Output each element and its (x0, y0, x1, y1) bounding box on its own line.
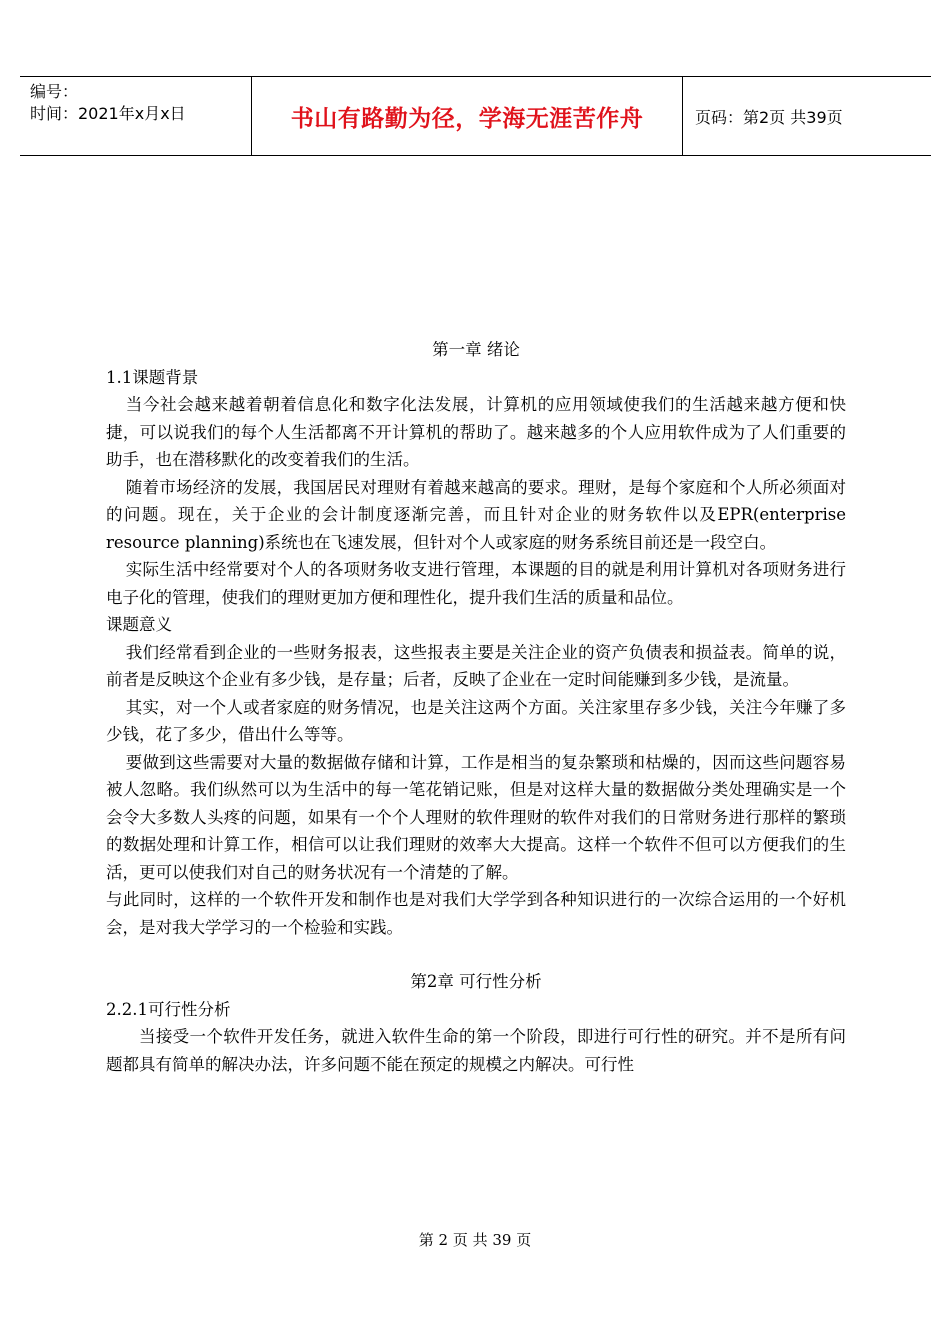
paragraph: 随着市场经济的发展，我国居民对理财有着越来越高的要求。理财，是每个家庭和个人所必须面对的问题。现在，关于企业的会计制度逐渐完善，而且针对企业的财务软件以及EPR(enterprise resource planning)系统也在飞速发展，但针对个人或家庭的财务系统目前还是一段空白。 (106, 477, 846, 552)
paragraph: 当接受一个软件开发任务，就进入软件生命的第一个阶段，即进行可行性的研究。并不是所有问题都具有简单的解决办法，许多问题不能在预定的规模之内解决。可行性 (106, 1027, 846, 1074)
document-header (20, 76, 931, 156)
section-2-2-1-heading: 2.2.1可行性分析 (106, 999, 231, 1019)
paragraph: 要做到这些需要对大量的数据做存储和计算，工作是相当的复杂繁琐和枯燥的，因而这些问题容易被人忽略。我们纵然可以为生活中的每一笔花销记账，但是对这样大量的数据做分类处理确实是一个会令大多数人头疼的问题，如果有一个个人理财的软件理财的软件对我们的日常财务进行那样的繁琐的数据处理和计算工作，相信可以让我们理财的效率大大提高。这样一个软件不但可以方便我们的生活，更可以使我们对自己的财务状况有一个清楚的了解。 (106, 752, 846, 882)
document-body (106, 336, 846, 1078)
header-meta (20, 77, 251, 155)
paragraph: 当今社会越来越着朝着信息化和数字化法发展，计算机的应用领域使我们的生活越来越方便和快捷，可以说我们的每个人生活都离不开计算机的帮助了。越来越多的个人应用软件成为了人们重要的助手，也在潜移默化的改变着我们的生活。 (106, 395, 846, 469)
section-meaning-heading: 课题意义 (106, 615, 172, 634)
chapter-1-title: 第一章 绪论 (432, 340, 520, 359)
spacer (106, 941, 846, 968)
section-1-1-heading: 1.1课题背景 (106, 367, 199, 387)
page-footer: 第 2 页 共 39 页 (418, 1231, 532, 1249)
paragraph: 与此同时，这样的一个软件开发和制作也是对我们大学学到各种知识进行的一次综合运用的一个好机会，是对我大学学习的一个检验和实践。 (106, 890, 846, 937)
paragraph: 实际生活中经常要对个人的各项财务收支进行管理，本课题的目的就是利用计算机对各项财务进行电子化的管理，使我们的理财更加方便和理性化，提升我们生活的质量和品位。 (106, 560, 846, 607)
paragraph: 我们经常看到企业的一些财务报表，这些报表主要是关注企业的资产负债表和损益表。简单的说，前者是反映这个企业有多少钱，是存量；后者，反映了企业在一定时间能赚到多少钱，是流量。 (106, 642, 846, 689)
document-time: 时间：2021年x月x日 (30, 104, 186, 123)
paragraph: 其实，对一个人或者家庭的财务情况，也是关注这两个方面。关注家里存多少钱，关注今年赚了多少钱，花了多少，借出什么等等。 (106, 697, 846, 744)
document-number-label: 编号： (30, 82, 79, 101)
header-motto: 书山有路勤为径，学海无涯苦作舟 (251, 77, 683, 155)
header-page-info: 页码：第2页 共39页 (695, 107, 843, 127)
chapter-2-title: 第2章 可行性分析 (410, 972, 542, 991)
